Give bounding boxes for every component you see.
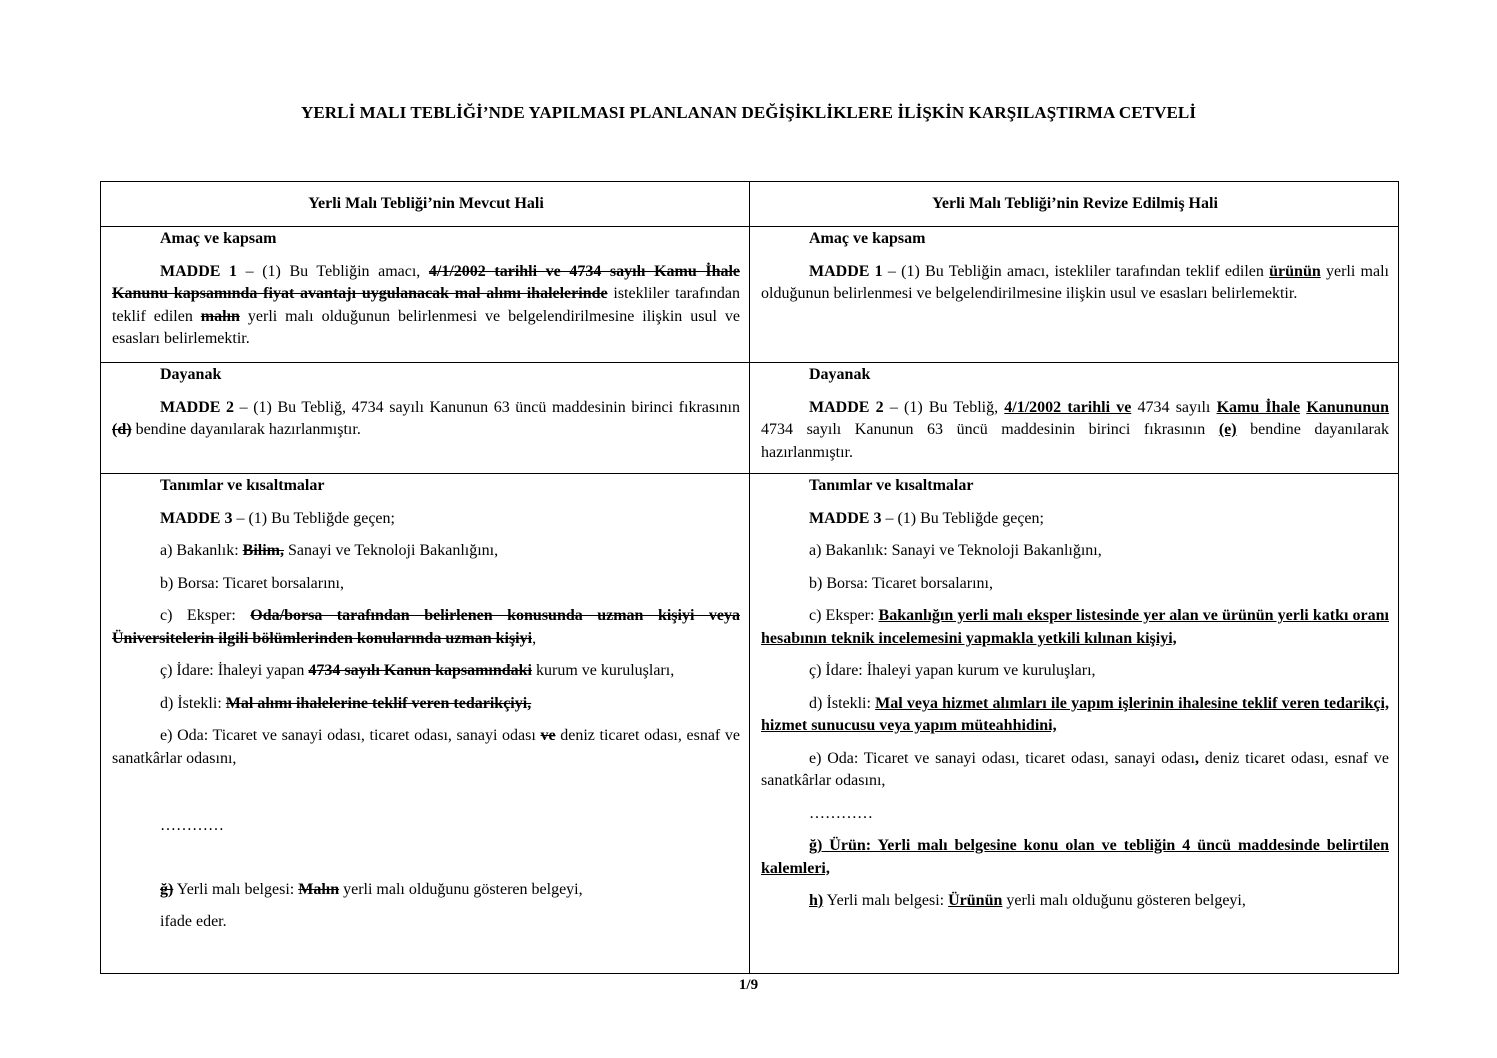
- section-heading: Dayanak: [160, 366, 222, 383]
- table-row: [101, 363, 1399, 474]
- closing-text: ifade eder.: [160, 913, 227, 930]
- comparison-table: [100, 181, 1399, 974]
- column-header-revised: Yerli Malı Tebliği’nin Revize Edilmiş Hali: [750, 182, 1399, 227]
- inserted-text: Kanunu: [1306, 398, 1363, 416]
- definition-item: ğ) Yerli malı belgesi: Malın yerli malı olduğunu gösteren belgeyi,: [160, 880, 583, 898]
- section-heading: Tanımlar ve kısaltmalar: [160, 477, 325, 494]
- definition-item: [761, 835, 1389, 880]
- article-paragraph: MADDE 3 – (1) Bu Tebliğde geçen;: [160, 509, 395, 527]
- cell-revised: [750, 474, 1399, 974]
- definition-item: ç) İdare: İhaleyi yapan 4734 sayılı Kanun kapsamındaki kurum ve kuruluşları,: [160, 662, 675, 679]
- definition-item: c) Eksper: Bakanlığın yerli malı eksper listesinde yer alan ve ürünün yerli katkı oranı hesabının teknik incelemesini yapmakla yetkili kılınan kişiyi,: [761, 607, 1389, 647]
- definition-item: e) Oda: Ticaret ve sanayi odası, ticaret odası, sanayi odası ve deniz ticaret odası, esnaf ve sanatkârlar odasını,: [112, 727, 741, 767]
- article-paragraph: MADDE 2 – (1) Bu Tebliğ, 4734 sayılı Kanunun 63 üncü maddesinin birinci fıkrasının (d) bendine dayanılarak hazırlanmıştır.: [112, 398, 741, 438]
- definition-item: a) Bakanlık: Bilim, Sanayi ve Teknoloji Bakanlığını,: [160, 542, 499, 559]
- deleted-text: 4734 sayılı Kanun kapsamındaki: [308, 662, 532, 679]
- cell-revised: [750, 363, 1399, 474]
- inserted-text: (e): [1218, 421, 1237, 438]
- cell-revised: [750, 227, 1399, 363]
- definition-item: a) Bakanlık: Sanayi ve Teknoloji Bakanlığını,: [809, 542, 1102, 559]
- section-heading: Amaç ve kapsam: [160, 230, 277, 247]
- document-title: YERLİ MALI TEBLİĞİ’NDE YAPILMASI PLANLANAN DEĞİŞİKLİKLERE İLİŞKİN KARŞILAŞTIRMA CETVELİ: [300, 103, 1197, 122]
- definition-item: c) Eksper: Oda/borsa tarafından belirlenen konusunda uzman kişiyi veya Üniversitelerin ilgili bölümlerinden konularında uzman kişiyi,: [112, 607, 740, 647]
- column-header-current: Yerli Malı Tebliği’nin Mevcut Hali: [101, 182, 750, 227]
- definition-item: e) Oda: Ticaret ve sanayi odası, ticaret odası, sanayi odası, deniz ticaret odası, esnaf ve sanatkârlar odasını,: [761, 749, 1389, 789]
- definition-item: d) İstekli: Mal veya hizmet alımları ile yapım işlerinin ihalesine teklif veren tedarikçi, hizmet sunucusu veya yapım müteahhidini,: [761, 694, 1389, 734]
- inserted-text: Kamu İhale: [1216, 398, 1301, 416]
- header-row: [101, 182, 1399, 227]
- page-number: 1/9: [738, 977, 759, 993]
- definition-item: b) Borsa: Ticaret borsalarını,: [809, 574, 993, 592]
- table-row: [101, 474, 1399, 974]
- inserted-text: ğ) Ürün: Yerli malı belgesine konu olan ve tebliğin 4 üncü maddesinde belirtilen kalemleri,: [761, 837, 1389, 877]
- inserted-text: ürünün: [1269, 262, 1321, 280]
- deleted-text: Bilim,: [242, 542, 284, 559]
- definition-item: h) Yerli malı belgesi: Ürünün yerli malı olduğunu gösteren belgeyi,: [809, 892, 1246, 909]
- definition-item: d) İstekli: Mal alımı ihalelerine teklif veren tedarikçiyi,: [160, 694, 532, 712]
- section-heading: Tanımlar ve kısaltmalar: [809, 477, 974, 494]
- table-row: [101, 227, 1399, 363]
- deleted-text: (d): [112, 421, 132, 438]
- definition-item: b) Borsa: Ticaret borsalarını,: [160, 574, 344, 592]
- ellipsis: …………: [160, 817, 224, 834]
- deleted-text: ğ): [160, 880, 174, 898]
- cell-current: [101, 363, 750, 474]
- deleted-text: Malın: [298, 880, 340, 898]
- inserted-text: Mal veya hizmet alımları ile yapım işlerinin ihalesine teklif veren tedarikçi, hizmet sunucusu veya yapım müteahhidini,: [761, 694, 1389, 734]
- inserted-text: h): [809, 892, 824, 909]
- inserted-text: nun: [1362, 398, 1390, 416]
- inserted-text: ,: [1194, 749, 1199, 767]
- definition-item: ç) İdare: İhaleyi yapan kurum ve kuruluşları,: [809, 662, 1096, 679]
- cell-current: [101, 474, 750, 974]
- article-paragraph: MADDE 2 – (1) Bu Tebliğ, 4/1/2002 tarihli ve 4734 sayılı Kamu İhale Kanununun 4734 sayılı Kanunun 63 üncü maddesinin birinci fıkrasının (e) bendine dayanılarak hazırlanmıştır.: [761, 398, 1390, 461]
- article-paragraph: MADDE 1 – (1) Bu Tebliğin amacı, istekliler tarafından teklif edilen ürünün yerli malı olduğunun belirlenmesi ve belgelendirilmesine ilişkin usul ve esasları belirlemektir.: [761, 262, 1389, 302]
- inserted-text: Bakanlığın yerli malı eksper listesinde yer alan ve ürünün yerli katkı oranı hesabının teknik incelemesini yapmakla yetkili kılınan kişiyi,: [761, 607, 1389, 647]
- article-paragraph: MADDE 1 – (1) Bu Tebliğin amacı, 4/1/2002 tarihli ve 4734 sayılı Kamu İhale Kanunu kapsamında fiyat avantajı uygulanacak mal alımı ihalelerinde istekliler tarafından teklif edilen malın yerli malı olduğunun belirlenmesi ve belgelendirilmesine ilişkin usul ve esasları belirlemektir.: [112, 262, 741, 347]
- deleted-text: malın: [200, 307, 240, 325]
- inserted-text: Ürünün: [948, 892, 1003, 909]
- ellipsis: …………: [809, 804, 873, 822]
- section-heading: Dayanak: [809, 366, 871, 383]
- inserted-text: 4/1/2002 tarihli ve: [1004, 398, 1132, 416]
- deleted-text: 4/1/2002 tarihli ve 4734 sayılı Kamu İhale Kanunu kapsamında fiyat avantajı uygulanacak mal alımı ihalelerinde: [112, 262, 741, 302]
- cell-current: [101, 227, 750, 363]
- article-paragraph: MADDE 3 – (1) Bu Tebliğde geçen;: [809, 509, 1044, 527]
- deleted-text: ve: [540, 727, 556, 744]
- section-heading: Amaç ve kapsam: [809, 230, 926, 247]
- deleted-text: Oda/borsa tarafından belirlenen konusunda uzman kişiyi veya Üniversitelerin ilgili bölümlerinden konularında uzman kişiyi: [112, 607, 740, 647]
- deleted-text: Mal alımı ihalelerine teklif veren tedarikçiyi,: [225, 694, 532, 712]
